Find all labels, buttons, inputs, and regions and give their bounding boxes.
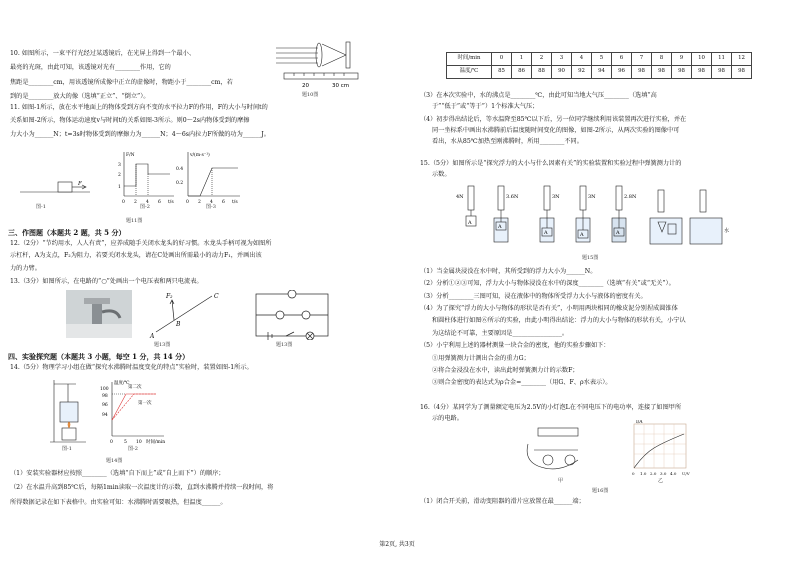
f2-xtick: 4 (146, 200, 149, 205)
question-12 (10, 240, 271, 273)
table-cell: 98 (732, 66, 752, 79)
q15-sub: 为这结论不可靠，主要原因是________________。 (432, 329, 569, 337)
table-cell: 1 (512, 53, 532, 66)
q15-sub: （1）当金属块浸没在水中时，其所受到的浮力大小为______N。 (420, 268, 597, 275)
q14-xtick: 0 (110, 440, 113, 445)
lever-diagram (146, 288, 226, 340)
q14-ytick: 94 (102, 413, 108, 418)
f3-xtick: 6 (222, 200, 225, 205)
q14-fig1-label: 图-1 (62, 446, 72, 452)
table-cell: 85 (492, 66, 512, 79)
data-table (446, 52, 752, 79)
question-11 (10, 104, 270, 139)
f2-y-label: F/N (126, 153, 135, 158)
q15-sub: ①用弹簧测力计测出合金的重力G； (432, 354, 530, 362)
f2-xtick: 6 (158, 200, 161, 205)
q14-ytick: 98 (102, 394, 108, 399)
q10-tick: 20 (302, 83, 309, 89)
lever-label: B (176, 321, 181, 328)
table-cell: 2 (532, 53, 552, 66)
lever-label: A (150, 333, 155, 340)
q11-line: 11. 如图-1所示，放在水平地面上的物体受到方向不变的水平拉力F的作用，F的大小与时间t的 (10, 104, 268, 111)
q15-sub: 和圆柱体进行如图⑥所示的实验，由此小明得出结论：浮力的大小与物体的形状有关，小宁认 (432, 317, 686, 325)
table-cell: 98 (692, 66, 712, 79)
table-cell: 7 (632, 53, 652, 66)
f3-tick: 0.4 (176, 167, 184, 172)
reading: 3.6N (506, 194, 519, 200)
q11-line: 关系如图-2所示，物体运动速度v与时间t的关系如图-3所示。则0～2s内物体受到的摩擦 (10, 117, 250, 125)
q14-xtick: 10 (136, 440, 142, 445)
table-cell: 温度/℃ (447, 66, 492, 79)
q14-more-line: （4）初步得出结论后，等水温降至85℃以下后，另一位同学继续利用该装置再次进行实验，并在 (420, 115, 687, 123)
table-cell: 92 (572, 66, 592, 79)
table-cell: 94 (592, 66, 612, 79)
fig1-label: 图-1 (36, 204, 46, 210)
lever-label: F₂ (166, 293, 173, 300)
fig2-label: 图-2 (140, 204, 150, 210)
table-cell: 12 (732, 53, 752, 66)
q11-caption: 题11图 (126, 218, 143, 224)
section-3-heading: 三、作图题（本题共 2 题，共 5 分） (8, 228, 126, 237)
q13-caption-2: 题13图 (276, 342, 293, 348)
lever-label: C (214, 293, 219, 300)
q16-xtick: 3.0 (660, 471, 667, 476)
table-cell: 6 (612, 53, 632, 66)
q12-line: 力的力臂。 (10, 264, 41, 272)
q10-line: 10. 如图所示，一束平行光经过某透镜后，在光屏上得到一个最小、 (10, 50, 196, 57)
page-footer: 第2页, 共3页 (379, 541, 415, 548)
block-label: A (468, 220, 472, 226)
q15-line: 15.（5分）如图所示是“探究浮力的大小与什么因素有关”的实验装置和实验过程中弹簧测力计的 (420, 160, 682, 167)
q10-line: 最亮的光斑，由此可知，该透镜对光有________作用，它的 (10, 64, 171, 72)
f3-xtick: t/s (232, 200, 238, 205)
table-cell: 98 (632, 66, 652, 79)
table-cell: 88 (532, 66, 552, 79)
table-cell: 11 (712, 53, 732, 66)
table-cell: 10 (692, 53, 712, 66)
svg-text:F: F (78, 181, 82, 187)
q16-xtick: 2.0 (650, 471, 657, 476)
fig3-label: 图-3 (206, 204, 216, 210)
q15-sub: （3）分析________三图可知，浸在液体中的物体所受浮力大小与液体的密度有关。 (420, 292, 647, 300)
block-label: A (616, 230, 620, 236)
f2-xtick: 0 (122, 200, 125, 205)
q11-figures (20, 148, 250, 216)
table-cell: 时间/min (447, 53, 492, 66)
q16-sub-1: （1）闭合开关前，滑动变阻器的滑片应放置在最______端； (420, 498, 585, 505)
q15-subquestions (420, 268, 686, 388)
f3-xtick: 4 (210, 200, 213, 205)
table-cell: 98 (672, 66, 692, 79)
q16-line: 示的电路。 (432, 415, 463, 423)
f3-xtick: 0 (186, 200, 189, 205)
f3-y-label: v/(m·s⁻¹) (190, 153, 210, 158)
q10-line: 焦距是________cm，用该透镜所成像中正立的虚像时，物距小于________cm，若 (10, 78, 233, 86)
q16-figure (524, 420, 694, 486)
q15-sub: ③则合金密度的表达式为ρ合金=________（用G、F、ρ水表示）。 (432, 379, 612, 387)
table-cell: 98 (712, 66, 732, 79)
q14-xtick: 时间/min (146, 440, 166, 445)
q10-line: 到的是________放大的像（选填“正立”、“倒立”）。 (10, 93, 150, 101)
q13-caption: 题13图 (154, 342, 171, 348)
q14-line: （1）安装实验器材应按照________（选填“自下而上”或“自上而下”）的顺序； (10, 470, 225, 477)
reading: 3N (588, 194, 596, 200)
q16-xtick: 4.0 (670, 471, 677, 476)
q14-continued (420, 92, 686, 147)
fig-yi-label: 乙 (658, 478, 664, 484)
reading: 2.8N (624, 194, 637, 200)
q14-line: 所得数据记录在如下表格中。由实验可知：水沸腾时需要吸热，但温度______。 (10, 498, 227, 506)
table-cell: 96 (612, 66, 632, 79)
q14-subquestions (10, 470, 273, 507)
q14-xtick: 5 (124, 440, 127, 445)
table-cell: 9 (672, 53, 692, 66)
circuit-diagram (250, 290, 334, 340)
q14-more-line: 于”“低于”或“等于”）1个标准大气压； (432, 103, 539, 111)
q15-sub: ②将合金浸没在水中，读出此时弹簧测力计的示数F； (432, 366, 579, 374)
q15-sub: （4）为了探究“浮力的大小与物体的形状是否有关”，小明用两块相同的橡皮泥分别捏成圆锥体 (420, 305, 678, 313)
legend-item: 第二次 (128, 385, 142, 390)
q12-line: 12.（2分）“节约用水，人人有责”，应养成随手关闭水龙头的好习惯。水龙头手柄可视为如图所 (10, 240, 272, 247)
q14-ytick: 100 (100, 387, 109, 392)
liquid-label: 水 (724, 228, 730, 234)
block-label: A (580, 232, 584, 238)
f3-xtick: 2 (198, 200, 201, 205)
block-label: A (544, 230, 548, 236)
reading: 3N (552, 194, 560, 200)
q15-figure (454, 184, 754, 254)
section-4-heading: 四、实验探究题（本题共 3 小题，每空 1 分，共 14 分） (8, 352, 190, 361)
fig-jia-label: 甲 (558, 478, 564, 484)
q16-caption: 题16图 (592, 488, 609, 494)
q14-figures (46, 376, 166, 456)
f2-tick: 1 (118, 185, 121, 190)
table-cell: 86 (512, 66, 532, 79)
f3-tick: 0.2 (176, 181, 184, 186)
table-row (447, 53, 752, 66)
q10-caption: 题10图 (302, 92, 319, 98)
q14-more-line: 同一坐标系中画出水沸腾前后温度随时间变化的图像，如图-2所示，从两次实验的图像中可 (432, 127, 680, 135)
faucet-photo (66, 290, 132, 338)
q14-ytick: 96 (102, 403, 108, 408)
table-cell: 90 (552, 66, 572, 79)
legend-item: 第一次 (138, 401, 152, 406)
table-cell: 3 (552, 53, 572, 66)
q15-sub: （5）小宁利用上述的器材测量一块合金的密度，他的实验步骤如下： (420, 342, 610, 350)
table-row (447, 66, 752, 79)
q16-line: 16.（4分）某同学为了测量额定电压为2.5V的小灯泡L在不同电压下的电功率，连接了如图甲所 (420, 404, 682, 411)
f2-tick: 2 (118, 173, 121, 178)
question-13: 13.（3分）如图所示，在电路的“○”处画出一个电压表和两只电流表。 (10, 278, 203, 285)
q14-fig2-label: 图-2 (128, 446, 138, 452)
q15-caption: 题15图 (582, 255, 599, 261)
q12-line: 示杠杆，A为支点，F₂为阻力，若要关闭水龙头，请在C处画出所需最小的动力F₁，并画出该 (10, 252, 262, 260)
q10-lens-figure (274, 40, 364, 98)
q14-caption: 题14图 (106, 458, 123, 464)
block-label: A (498, 224, 502, 230)
table-cell: 0 (492, 53, 512, 66)
question-14: 14.（5分）物理学习小组在做“探究水沸腾时温度变化的特点”实验时，装置如图-1所示。 (10, 364, 253, 371)
q16-y-label: I/A (636, 420, 643, 425)
f2-xtick: 2 (134, 200, 137, 205)
q16-xtick: 1.0 (640, 471, 647, 476)
q16-x-label: U/V (682, 471, 690, 476)
question-15 (420, 160, 681, 180)
f2-tick: 3 (118, 163, 121, 168)
table-cell: 4 (572, 53, 592, 66)
q14-more-line: 看出，水从85℃加热至刚沸腾时，所用________不同。 (432, 138, 583, 146)
q16-xtick: 0 (632, 471, 635, 476)
q15-line: 示数。 (432, 171, 451, 179)
q14-line: （2）在水温升高到85℃后，每隔1min读取一次温度计的示数，直到水沸腾并持续一段时间，将 (10, 484, 274, 492)
q11-line: 力大小为______N；t=3s时物体受到的摩擦力为______N；4～6s内拉力F所做的功为______J。 (10, 130, 270, 138)
table-cell: 8 (652, 53, 672, 66)
f2-xtick: t/s (168, 200, 174, 205)
table-cell: 5 (592, 53, 612, 66)
q14-more-line: （3）在本次实验中，水的沸点是________℃，由此可知当地大气压________（选填“高 (420, 92, 657, 99)
table-cell: 98 (652, 66, 672, 79)
reading: 4N (456, 194, 464, 200)
q10-tick: 30 cm (332, 83, 350, 89)
question-10 (10, 50, 233, 101)
q14-y-label: 温度/℃ (114, 381, 130, 386)
q15-sub: （2）分析①②③可知，浮力大小与物体浸没在水中的深度________（选填“有关”或“无关”）。 (420, 280, 675, 288)
